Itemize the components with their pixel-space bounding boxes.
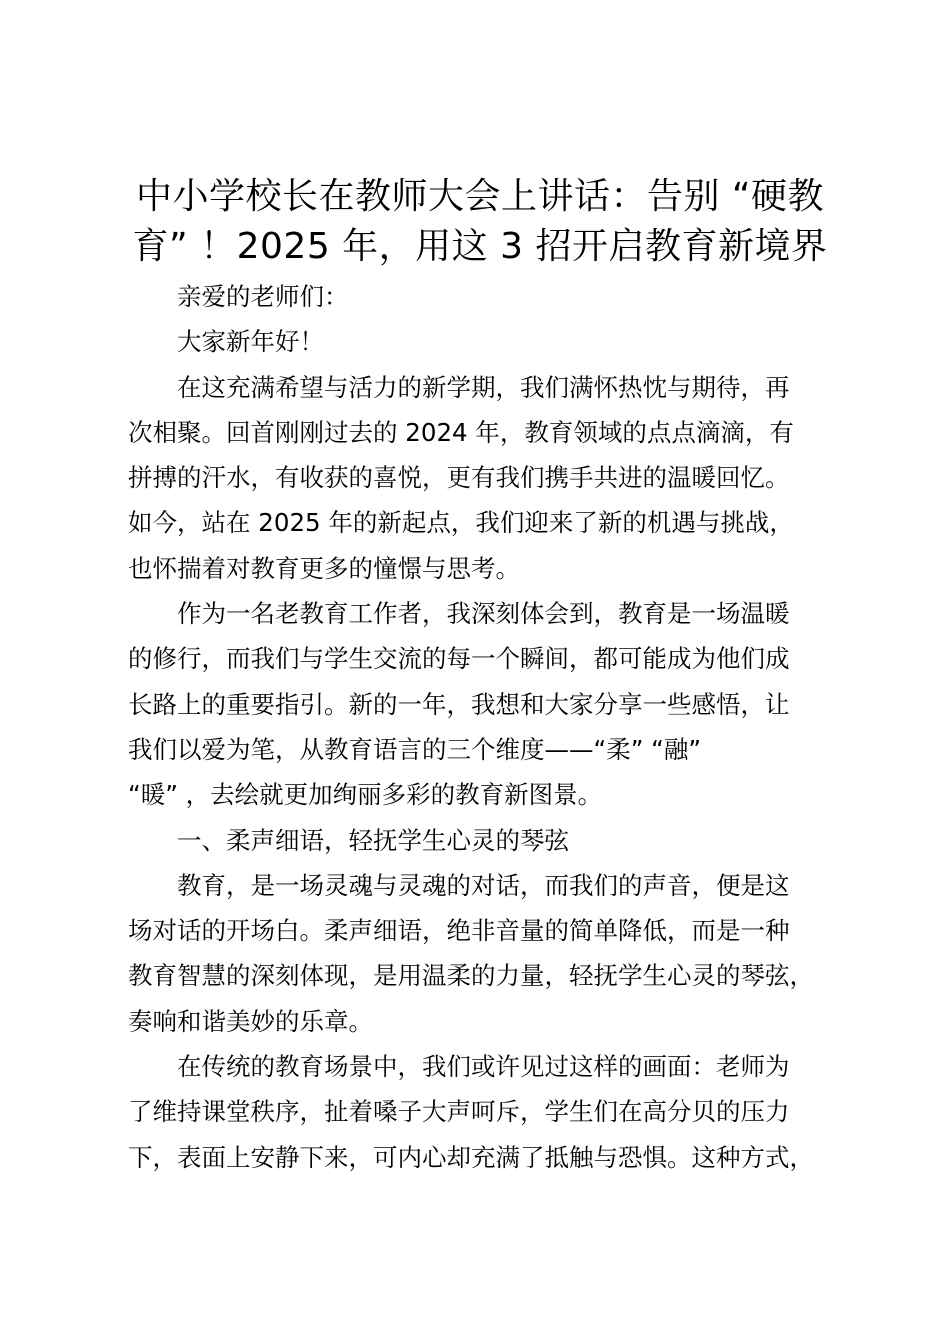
text-line: 也怀揣着对教育更多的憧憬与思考。	[128, 553, 520, 583]
text-line: 一、柔声细语，轻抚学生心灵的琴弦	[177, 825, 569, 855]
text-line: 教育智慧的深刻体现，是用温柔的力量，轻抚学生心灵的琴弦，	[128, 961, 814, 991]
text-line: 次相聚。回首刚刚过去的 2024 年，教育领域的点点滴滴，有	[128, 417, 794, 447]
text-line: 下，表面上安静下来，可内心却充满了抵触与恐惧。这种方式，	[128, 1142, 814, 1172]
text-line: “暖” ，去绘就更加绚丽多彩的教育新图景。	[128, 780, 603, 810]
body-paragraph	[128, 863, 853, 1044]
new-year-paragraph	[128, 319, 853, 364]
document-body	[128, 274, 853, 1180]
text-line: 作为一名老教育工作者，我深刻体会到，教育是一场温暖	[177, 599, 790, 629]
text-line: 教育，是一场灵魂与灵魂的对话，而我们的声音，便是这	[177, 870, 790, 900]
text-line: 奏响和谐美妙的乐章。	[128, 1006, 373, 1036]
body-paragraph	[128, 1044, 853, 1180]
title-line: 育” ！2025 年，用这 3 招开启教育新境界	[132, 226, 828, 267]
text-line: 亲爱的老师们：	[177, 282, 349, 311]
greeting-paragraph	[128, 274, 853, 319]
document-title	[128, 172, 832, 272]
text-line: 长路上的重要指引。新的一年，我想和大家分享一些感悟，让	[128, 689, 790, 719]
section-heading	[128, 818, 853, 863]
text-line: 在这充满希望与活力的新学期，我们满怀热忱与期待，再	[177, 372, 790, 402]
text-line: 我们以爱为笔，从教育语言的三个维度——“柔” “融”	[128, 734, 702, 764]
text-line: 大家新年好！	[177, 327, 324, 357]
text-line: 拼搏的汗水，有收获的喜悦，更有我们携手共进的温暖回忆。	[128, 463, 790, 493]
text-line: 如今，站在 2025 年的新起点，我们迎来了新的机遇与挑战，	[128, 508, 794, 538]
text-line: 场对话的开场白。柔声细语，绝非音量的简单降低，而是一种	[128, 916, 790, 946]
text-line: 在传统的教育场景中，我们或许见过这样的画面：老师为	[177, 1052, 790, 1082]
body-paragraph	[128, 365, 853, 591]
text-line: 的修行，而我们与学生交流的每一个瞬间，都可能成为他们成	[128, 644, 790, 674]
text-line: 了维持课堂秩序，扯着嗓子大声呵斥，学生们在高分贝的压力	[128, 1097, 790, 1127]
body-paragraph	[128, 591, 853, 817]
title-line: 中小学校长在教师大会上讲话：告别 “硬教	[135, 176, 825, 217]
